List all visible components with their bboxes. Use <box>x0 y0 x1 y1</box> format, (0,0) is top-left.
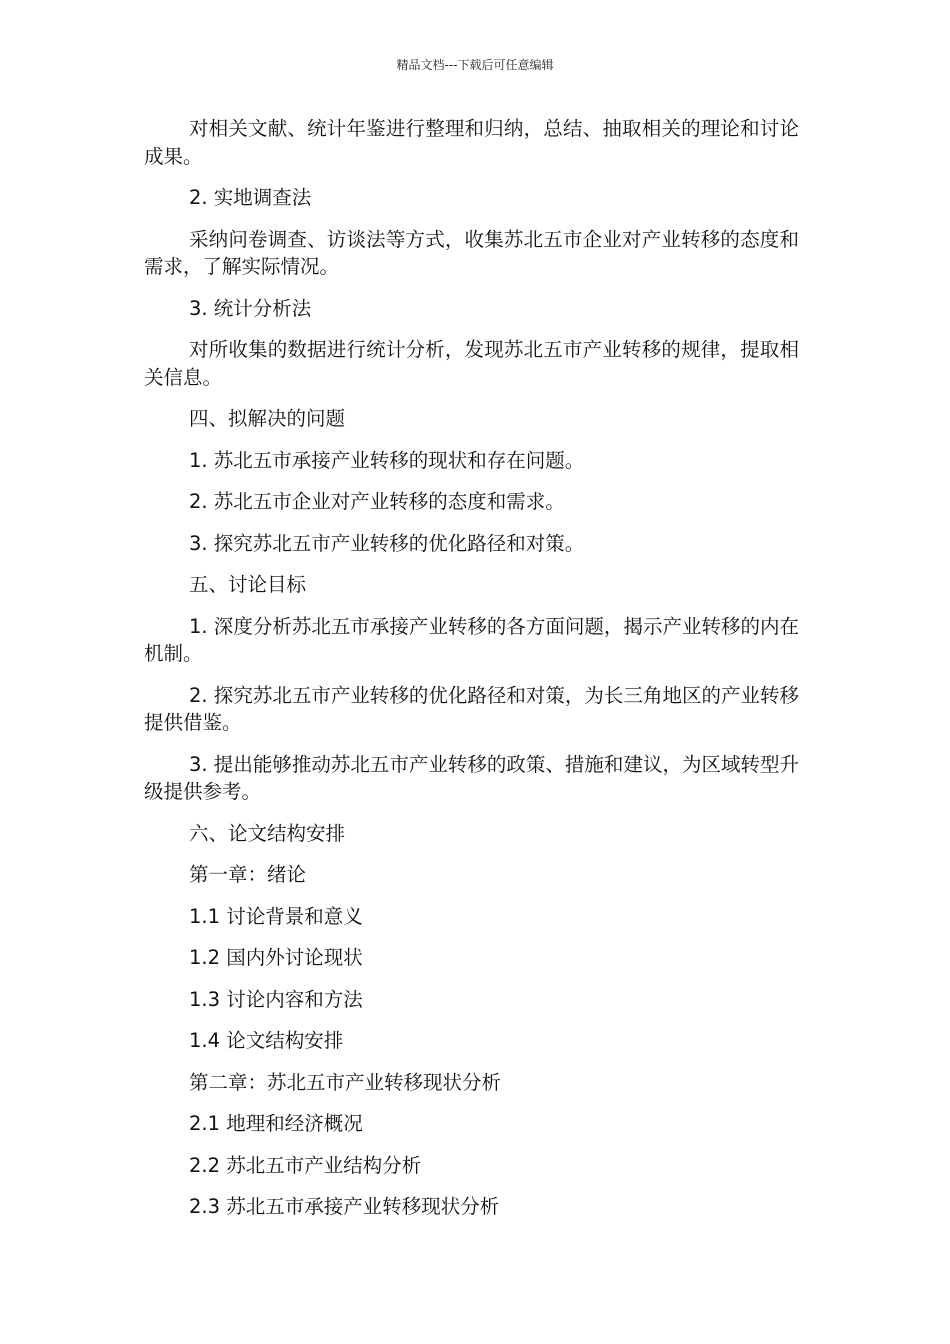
section-heading: 六、论文结构安排 <box>189 821 346 845</box>
document-body <box>144 115 799 1235</box>
list-item: 1. 苏北五市承接产业转移的现状和存在问题。 <box>189 448 585 472</box>
outline-item: 2.2 苏北五市产业结构分析 <box>189 1153 422 1177</box>
list-item: 2. 探究苏北五市产业转移的优化路径和对策，为长三角地区的产业转移提供借鉴。 <box>144 683 799 734</box>
paragraph: 采纳问卷调查、访谈法等方式，收集苏北五市企业对产业转移的态度和需求，了解实际情况。 <box>144 227 799 278</box>
outline-item: 1.1 讨论背景和意义 <box>189 904 363 928</box>
list-item: 3. 提出能够推动苏北五市产业转移的政策、措施和建议，为区域转型升级提供参考。 <box>144 752 799 803</box>
chapter-heading: 第一章：绪论 <box>189 863 307 886</box>
section-heading: 四、拟解决的问题 <box>189 407 346 430</box>
outline-item: 1.4 论文结构安排 <box>189 1029 344 1052</box>
method-heading: 3. 统计分析法 <box>189 296 312 320</box>
list-item: 2. 苏北五市企业对产业转移的态度和需求。 <box>189 490 565 513</box>
paragraph: 对所收集的数据进行统计分析，发现苏北五市产业转移的规律，提取相关信息。 <box>144 338 799 389</box>
section-heading: 五、讨论目标 <box>189 573 307 596</box>
method-heading: 2. 实地调查法 <box>189 186 312 209</box>
outline-item: 2.1 地理和经济概况 <box>189 1112 363 1135</box>
outline-item: 1.3 讨论内容和方法 <box>189 987 363 1011</box>
outline-item: 1.2 国内外讨论现状 <box>189 946 363 969</box>
list-item: 3. 探究苏北五市产业转移的优化路径和对策。 <box>189 531 585 555</box>
outline-item: 2.3 苏北五市承接产业转移现状分析 <box>189 1195 500 1218</box>
list-item: 1. 深度分析苏北五市承接产业转移的各方面问题，揭示产业转移的内在机制。 <box>144 614 799 665</box>
chapter-heading: 第二章：苏北五市产业转移现状分析 <box>189 1070 502 1094</box>
page-header: 精品文档---下载后可任意编辑 <box>396 58 554 72</box>
paragraph: 对相关文献、统计年鉴进行整理和归纳，总结、抽取相关的理论和讨论成果。 <box>144 117 799 168</box>
